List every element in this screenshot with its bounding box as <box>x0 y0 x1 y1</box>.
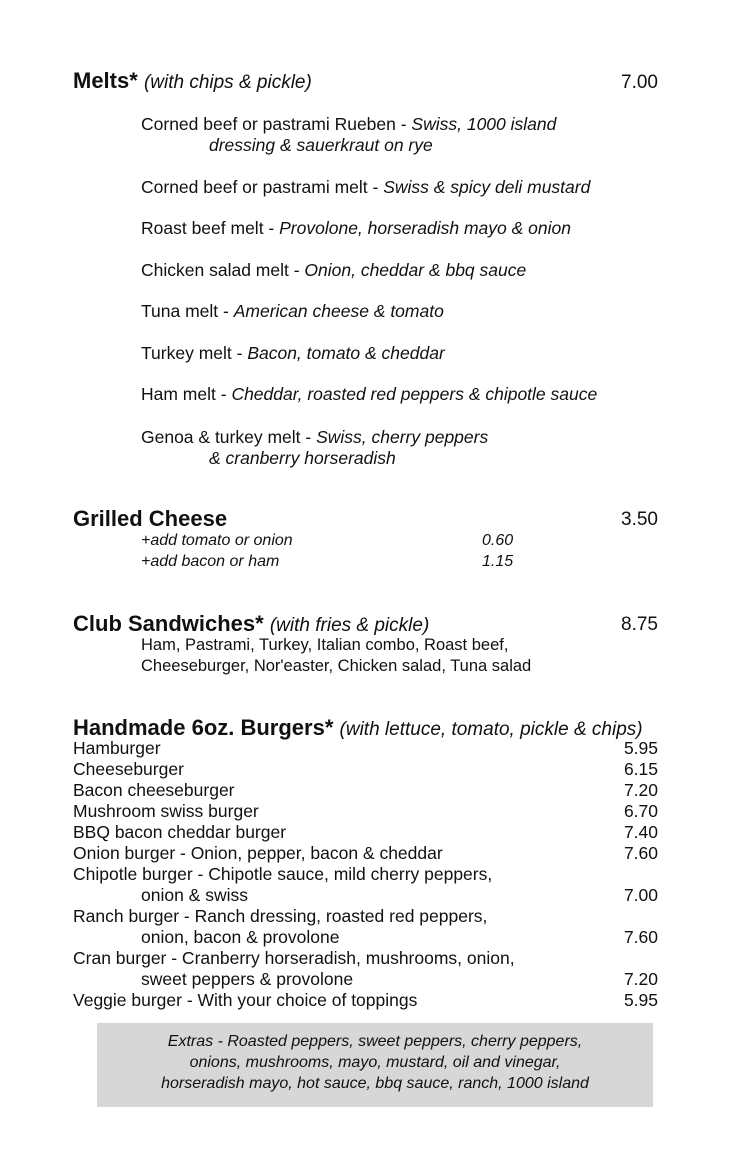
burger-price: 7.60 <box>623 843 658 863</box>
burger-item: Hamburger <box>73 738 161 758</box>
menu-item: Roast beef melt - Provolone, horseradish mayo & onion <box>141 218 571 238</box>
menu-item: Genoa & turkey melt - Swiss, cherry peppers & cranberry horseradish <box>141 427 489 468</box>
burger-item: Mushroom swiss burger <box>73 801 259 821</box>
burger-item: Ranch burger - Ranch dressing, roasted red peppers, onion, bacon & provolone <box>73 906 488 947</box>
melts-price: 7.00 <box>621 72 658 93</box>
extras-box <box>97 1023 653 1107</box>
extras-line: Extras - Roasted peppers, sweet peppers, cherry peppers, <box>167 1033 583 1050</box>
club-options: Ham, Pastrami, Turkey, Italian combo, Roast beef, Cheeseburger, Nor'easter, Chicken salad, Tuna salad <box>141 636 532 675</box>
burger-item: Veggie burger - With your choice of toppings <box>73 990 418 1010</box>
burger-price: 7.00 <box>623 885 658 905</box>
burger-item: Chipotle burger - Chipotle sauce, mild cherry peppers, onion & swiss <box>73 864 493 905</box>
grilled-cheese-heading: Grilled Cheese <box>73 506 228 531</box>
club-heading: Club Sandwiches* (with fries & pickle) <box>73 611 430 636</box>
burger-price: 7.40 <box>623 822 658 842</box>
addon-price: 0.60 <box>482 532 514 549</box>
menu-item: Corned beef or pastrami melt - Swiss & spicy deli mustard <box>141 177 591 197</box>
burger-price: 5.95 <box>623 738 658 758</box>
burger-item: BBQ bacon cheddar burger <box>73 822 287 842</box>
grilled-cheese-price: 3.50 <box>621 509 658 530</box>
burgers-heading: Handmade 6oz. Burgers* (with lettuce, tomato, pickle & chips) <box>73 715 643 740</box>
menu-item: Tuna melt - American cheese & tomato <box>141 301 444 321</box>
burger-price: 6.15 <box>623 759 658 779</box>
burger-price: 5.95 <box>623 990 658 1010</box>
extras-line: horseradish mayo, hot sauce, bbq sauce, ranch, 1000 island <box>161 1075 589 1092</box>
menu-item: Chicken salad melt - Onion, cheddar & bbq sauce <box>141 260 527 280</box>
burger-item: Cheeseburger <box>73 759 184 779</box>
burger-item: Bacon cheeseburger <box>73 780 235 800</box>
club-price: 8.75 <box>621 614 658 635</box>
menu-item: Corned beef or pastrami Rueben - Swiss, 1000 island dressing & sauerkraut on rye <box>141 114 557 155</box>
addon-label: +add bacon or ham <box>141 553 280 570</box>
burger-item: Cran burger - Cranberry horseradish, mushrooms, onion, sweet peppers & provolone <box>73 948 515 989</box>
menu-item: Ham melt - Cheddar, roasted red peppers & chipotle sauce <box>141 384 598 404</box>
burger-price: 7.60 <box>623 927 658 947</box>
addon-price: 1.15 <box>482 553 514 570</box>
burger-item: Onion burger - Onion, pepper, bacon & cheddar <box>73 843 443 863</box>
burger-price: 7.20 <box>623 969 658 989</box>
burger-price: 7.20 <box>623 780 658 800</box>
extras-line: onions, mushrooms, mayo, mustard, oil and vinegar, <box>189 1054 561 1071</box>
melts-heading: Melts* (with chips & pickle) <box>73 68 312 93</box>
menu-item: Turkey melt - Bacon, tomato & cheddar <box>141 343 445 363</box>
addon-label: +add tomato or onion <box>141 532 293 549</box>
burger-price: 6.70 <box>623 801 658 821</box>
